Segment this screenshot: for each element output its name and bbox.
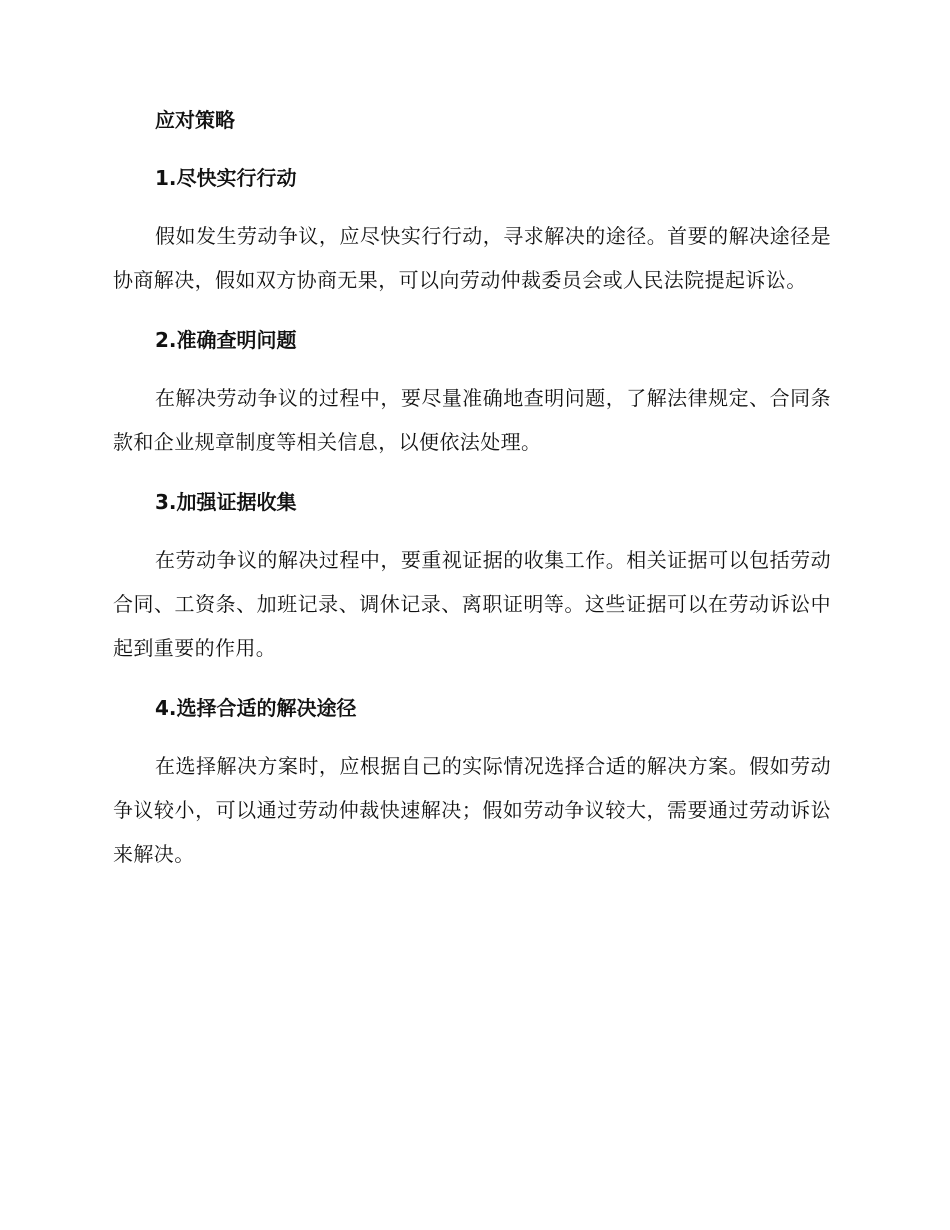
section-3-body: 在劳动争议的解决过程中，要重视证据的收集工作。相关证据可以包括劳动合同、工资条、加班记录、调休记录、离职证明等。这些证据可以在劳动诉讼中起到重要的作用。 (113, 548, 831, 660)
document-title: 应对策略 (155, 108, 235, 132)
section-1-body: 假如发生劳动争议，应尽快实行行动，寻求解决的途径。首要的解决途径是协商解决，假如双方协商无果，可以向劳动仲裁委员会或人民法院提起诉讼。 (113, 224, 831, 292)
section-4-body: 在选择解决方案时，应根据自己的实际情况选择合适的解决方案。假如劳动争议较小，可以通过劳动仲裁快速解决；假如劳动争议较大，需要通过劳动诉讼来解决。 (113, 754, 831, 866)
section-1-heading: 1.尽快实行行动 (155, 166, 297, 190)
section-2-body: 在解决劳动争议的过程中，要尽量准确地查明问题，了解法律规定、合同条款和企业规章制度等相关信息，以便依法处理。 (113, 386, 831, 454)
document-page (113, 108, 831, 876)
section-3-heading: 3.加强证据收集 (155, 490, 297, 514)
section-4-heading: 4.选择合适的解决途径 (155, 696, 357, 720)
section-2-heading: 2.准确查明问题 (155, 328, 297, 352)
